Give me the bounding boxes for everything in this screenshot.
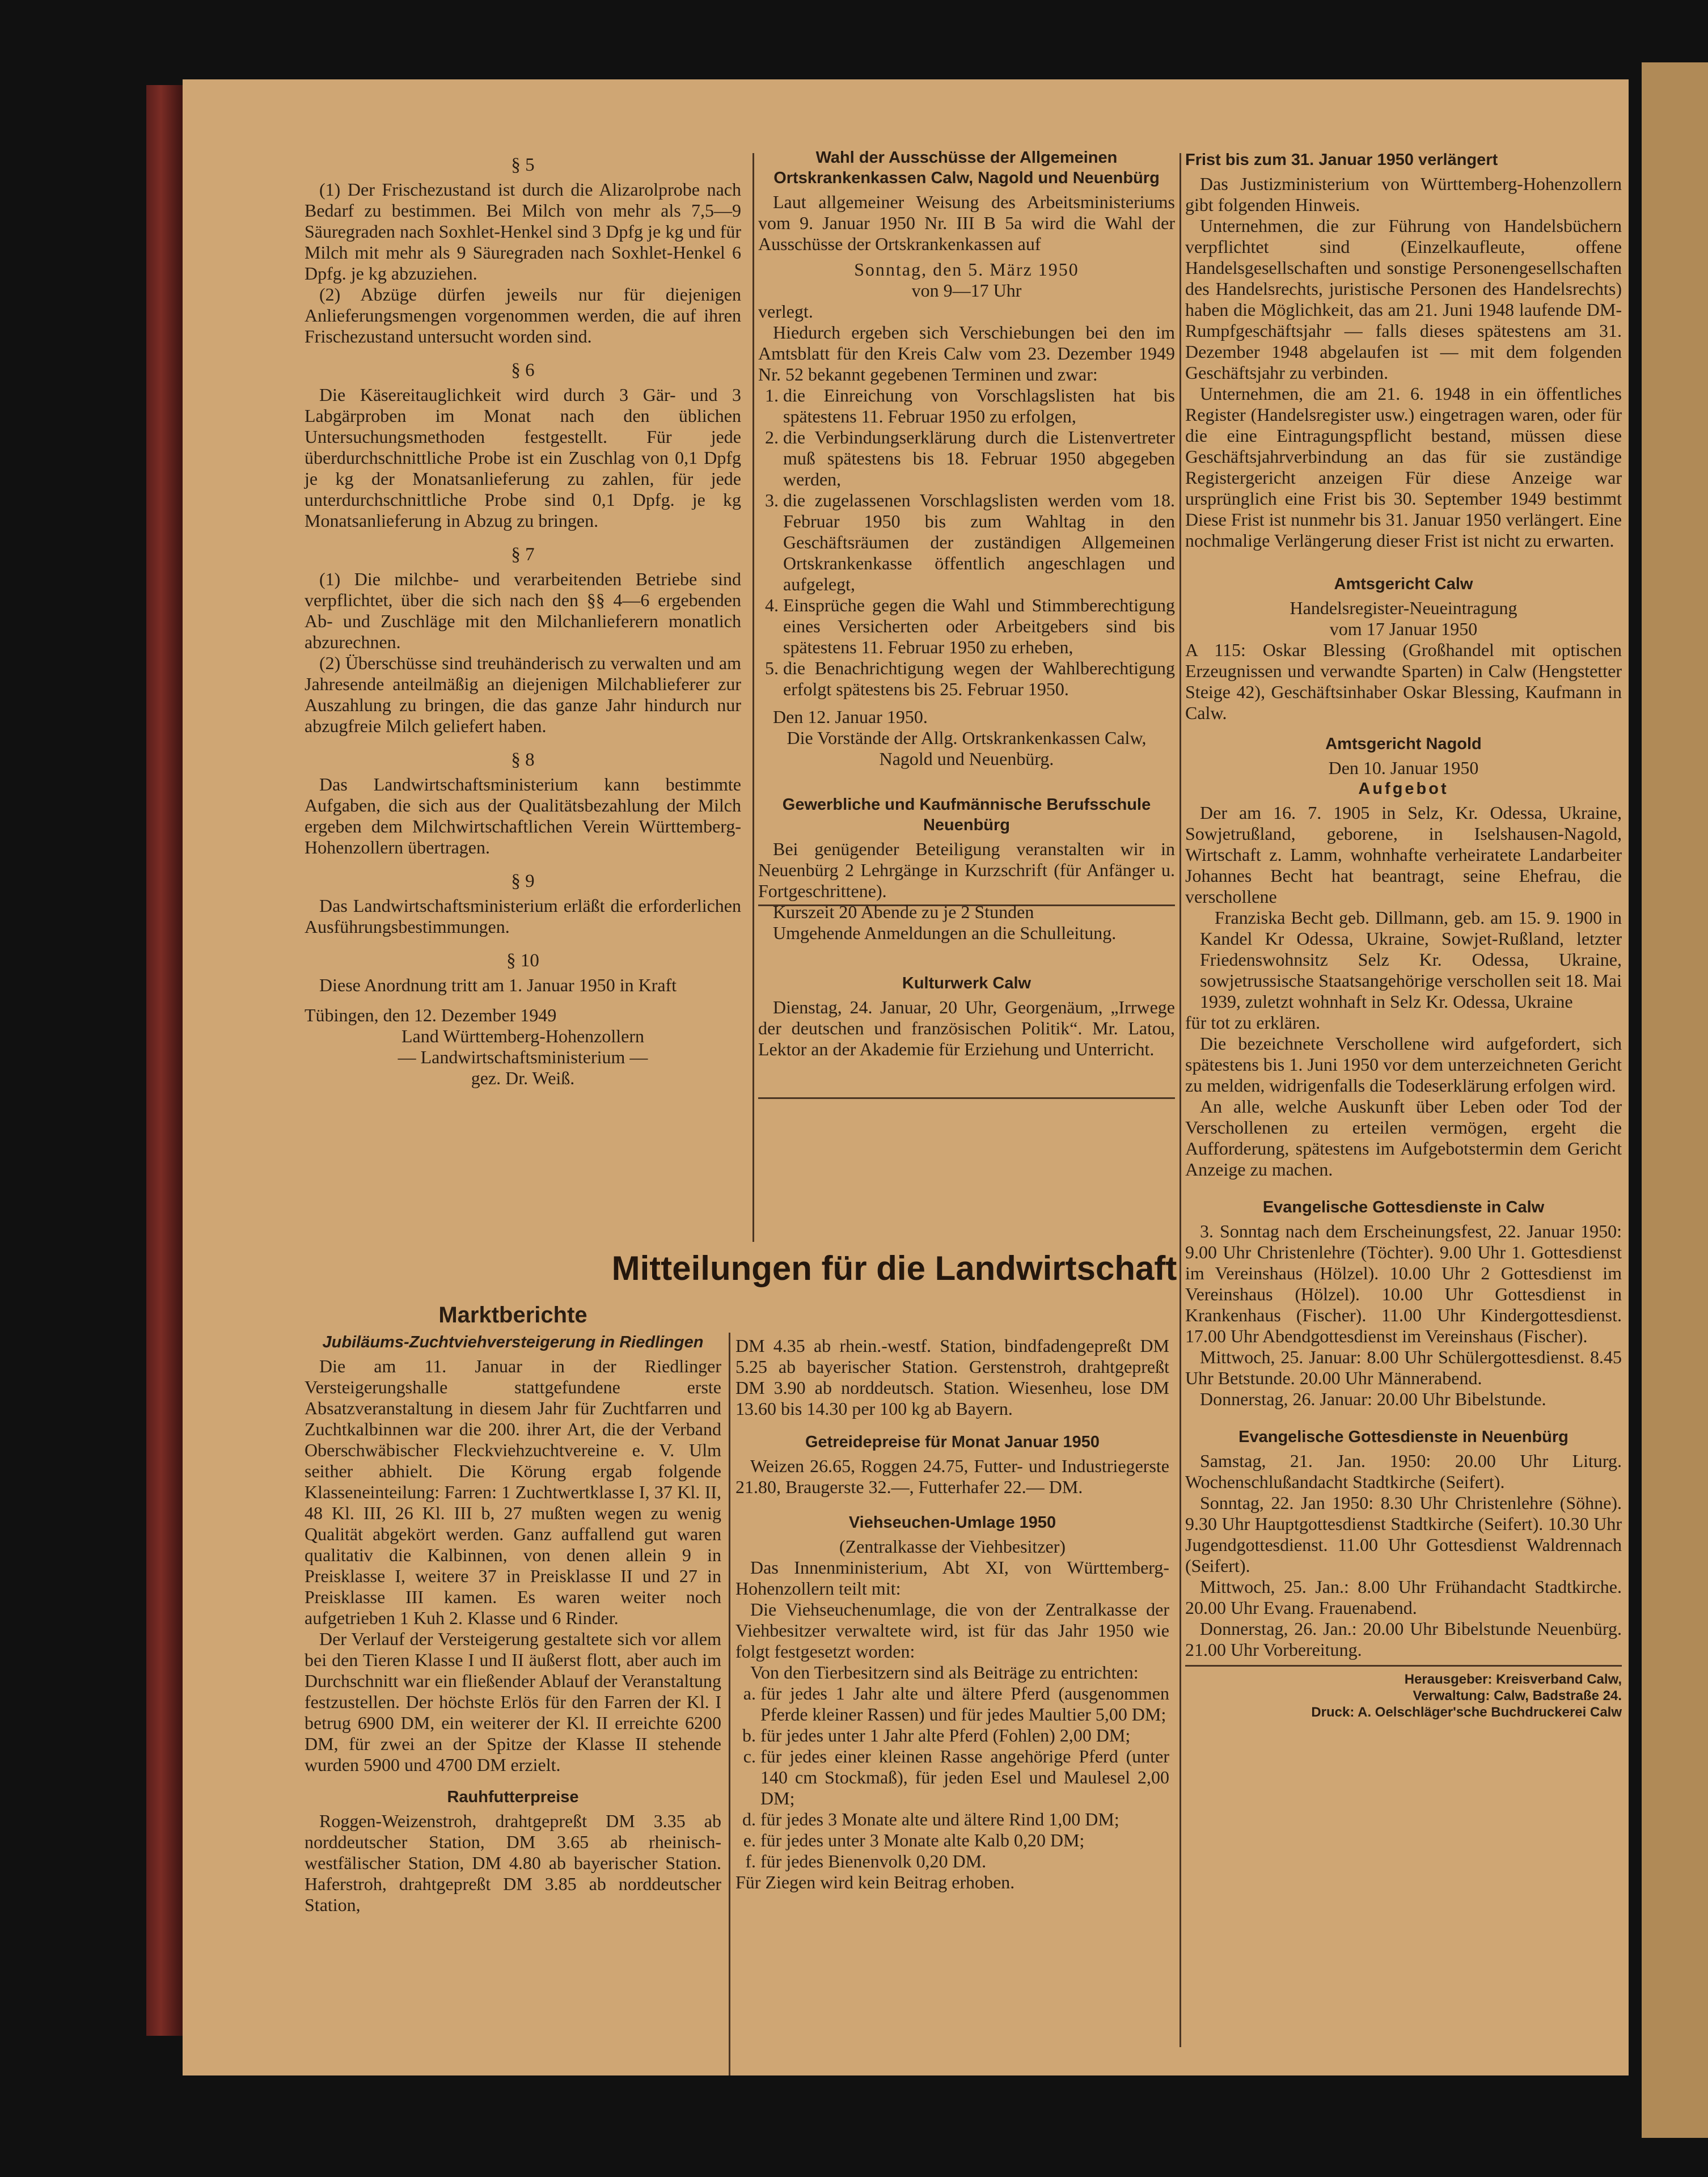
list-item: d. für jedes 3 Monate alte und ältere Rind 1,00 DM; [760,1809,1169,1830]
mitteilungen-heading: Mitteilungen für die Landwirtschaft [611,1249,1177,1287]
register-entry: A 115: Oskar Blessing (Großhandel mit optischen Erzeugnissen und verwandte Sparten) in Calw (Hengstetter Steige 42), Geschäftsinhaber Oskar Blessing, Kaufmann in Calw. [1185,640,1622,723]
paragraph: Bei genügender Beteiligung veranstalten wir in Neuenbürg 2 Lehrgänge in Kurzschrift (für Anfänger u. Fortgeschrittene). [758,839,1175,901]
list-item: 3. die zugelassenen Vorschlagslisten werden vom 18. Februar 1950 bis zum Wahltag in den Geschäftsräumen der zuständigen Allgemeinen Ortskrankenkasse öffentlich angeschlagen und aufgelegt, [783,490,1175,595]
signature-line: gez. Dr. Weiß. [471,1068,575,1088]
section-rule [758,1097,1175,1099]
paragraph: Das Landwirtschaftsministerium erläßt die erforderlichen Ausführungsbestimmungen. [305,895,741,937]
paragraph: Der Verlauf der Versteigerung gestaltete sich vor allem bei den Tieren Klasse I und II äußerst flott, aber auch im Durchschnitt war ein fließender Ablauf der Veranstaltung festzustellen. Der höchste Erlös für den Farren der Kl. I betrug 6900 DM, ein weiterer der Kl. II erreichte 6200 DM, für zwei an der Spitze der Klasse II stehende wurden 5900 und 4700 DM erzielt. [305,1629,721,1775]
paragraph: Donnerstag, 26. Januar: 20.00 Uhr Bibelstunde. [1200,1389,1546,1409]
column-1 [305,142,741,1089]
wahl-date: Sonntag, den 5. März 1950 [854,259,1079,280]
paragraph: Die am 11. Januar in der Riedlinger Versteigerungshalle stattgefundene erste Absatzveranstaltung in diesem Jahr für Zuchtfarren und Zuchtkalbinnen war die 200. ihrer Art, die der Verband Oberschwäbischer Fleckviehzuchtvereine e. V. Ulm seither abhielt. Die Körung ergab folgende Klasseneinteilung: Farren: 1 Zuchtwertklasse I, 37 Kl. II, 48 Kl. III, 26 Kl. III b, 27 mußten wegen zu wenig Qualität abgekört werden. Ganz auffallend gut waren qualitativ die Kalbinnen, von denen allein 9 in Preisklasse I, weitere 37 in Preisklasse II und 27 in Preisklasse III kamen. Es waren weiter noch aufgetrieben 1 Kuh 2. Klasse und 6 Rinder. [305,1356,721,1628]
list-item: 1. die Einreichung von Vorschlagslisten hat bis spätestens 11. Februar 1950 zu erfolgen, [783,385,1175,427]
aufgebot-heading: Aufgebot [1358,780,1449,798]
paragraph: Das Landwirtschaftsministerium kann bestimmte Aufgaben, die sich aus der Qualitätsbezahlung der Milch ergeben dem Milchwirtschaftlichen Verein Württemberg-Hohenzollern übertragen. [305,774,741,857]
section-6-title: § 6 [511,360,535,381]
next-page-edge [1642,62,1708,2138]
section-10-title: § 10 [506,950,539,971]
signature-line: Land Württemberg-Hohenzollern [401,1026,644,1046]
ag-calw-subheading: Handelsregister-Neueintragung [1290,598,1517,618]
paragraph: Weizen 26.65, Roggen 24.75, Futter- und Industriegerste 21.80, Braugerste 32.—, Futterhafer 22.— DM. [735,1456,1169,1497]
book-binding [146,85,183,2036]
ev-calw-heading: Evangelische Gottesdienste in Calw [1262,1198,1545,1216]
paragraph: Laut allgemeiner Weisung des Arbeitsministeriums vom 9. Januar 1950 Nr. III B 5a wird die Wahl der Ausschüsse der Ortskrankenkassen auf [758,192,1175,254]
getreide-heading: Getreidepreise für Monat Januar 1950 [805,1433,1100,1451]
paragraph: Sonntag, 22. Jan 1950: 8.30 Uhr Christenlehre (Söhne). 9.30 Uhr Hauptgottesdienst Stadtkirche (Seifert). 10.30 Uhr Jugendgottesdienst. 11.00 Uhr Gottesdienst Waldrennach (Seifert). [1185,1493,1622,1576]
paragraph: Die Käsereitauglichkeit wird durch 3 Gär- und 3 Labgärproben im Monat nach den üblichen Untersuchungsmethoden festgestellt. Für jede überdurchschnittliche Probe ist ein Zuschlag von 0,1 Dpfg je kg der Monatsanlieferung zu zahlen, für jede unterdurchschnittliche Probe sind 0,1 Dpfg. je kg Monatsanlieferung in Abzug zu bringen. [305,384,741,531]
list-item: 2. die Verbindungserklärung durch die Listenvertreter muß spätestens bis 18. Februar 1950 abgegeben werden, [783,427,1175,490]
list-item: f. für jedes Bienenvolk 0,20 DM. [760,1851,1169,1872]
imprint-line: Verwaltung: Calw, Badstraße 24. [1413,1688,1622,1703]
paragraph: Roggen-Weizenstroh, drahtgepreßt DM 3.35 ab norddeutscher Station, DM 3.65 ab rheinisch-westfälischer Station, DM 4.80 ab bayerischer Station. Haferstroh, drahtgepreßt DM 3.85 ab norddeutscher Station, [305,1811,721,1915]
schule-heading: Gewerbliche und Kaufmännische Berufsschule Neuenbürg [782,796,1151,834]
column-rule [729,1333,730,2075]
paragraph: Unternehmen, die am 21. 6. 1948 in ein öffentliches Register (Handelsregister usw.) eingetragen waren, oder für die eine Eintragungspflicht bestand, müssen diese Geschäftsjahrverbindung an das für sie zuständige Registergericht anzeigen Für diese Anzeige war ursprünglich eine Frist bis 30. September 1949 bestimmt Diese Frist ist nunmehr bis 31. Januar 1950 verlängert. Eine nochmalige Verlängerung dieser Frist ist nicht zu erwarten. [1185,383,1622,551]
paragraph: Dienstag, 24. Januar, 20 Uhr, Georgenäum, „Irrwege der deutschen und französischen Politik“. Mr. Latou, Lektor an der Akademie für Erziehung und Unterricht. [758,997,1175,1059]
ag-nagold-date: Den 10. Januar 1950 [1328,758,1479,778]
paragraph: (2) Abzüge dürfen jeweils nur für diejenigen Anlieferungsmengen vorgenommen werden, die auf ihren Frischezustand untersucht worden sind. [305,284,741,346]
paragraph: An alle, welche Auskunft über Leben oder Tod der Verschollenen zu erteilen vermögen, ergeht die Aufforderung, spätestens im Aufgebotstermin dem Gericht Anzeige zu machen. [1185,1096,1622,1180]
paragraph: verlegt. [758,301,813,322]
paragraph: Hiedurch ergeben sich Verschiebungen bei den im Amtsblatt für den Kreis Calw vom 23. Dezember 1949 Nr. 52 bekannt gegebenen Terminen und zwar: [758,322,1175,384]
section-rule [1185,1665,1622,1667]
paragraph: (2) Überschüsse sind treuhänderisch zu verwalten und am Jahresende anteilmäßig an diejenigen Milchablieferer zur Auszahlung zu bringen, die das ganze Jahr hindurch nur abzugfreie Milch geliefert haben. [305,653,741,736]
paragraph: Samstag, 21. Jan. 1950: 20.00 Uhr Liturg. Wochenschlußandacht Stadtkirche (Seifert). [1185,1451,1622,1492]
marktberichte-heading: Marktberichte [438,1303,587,1328]
paragraph: Mittwoch, 25. Jan.: 8.00 Uhr Frühandacht Stadtkirche. 20.00 Uhr Evang. Frauenabend. [1185,1576,1622,1618]
viehseuchen-subheading: (Zentralkasse der Viehbesitzer) [839,1536,1066,1557]
section-7-title: § 7 [511,544,535,565]
list-item: e. für jedes unter 3 Monate alte Kalb 0,20 DM; [760,1830,1169,1851]
beitraege-list [735,1683,1169,1872]
jubilaeum-heading: Jubiläums-Zuchtviehversteigerung in Riedlingen [322,1333,704,1351]
paragraph: Das Innenministerium, Abt XI, von Württemberg-Hohenzollern teilt mit: [735,1557,1169,1599]
ag-calw-date: vom 17 Januar 1950 [1329,619,1478,639]
paragraph: Mittwoch, 25. Januar: 8.00 Uhr Schülergottesdienst. 8.45 Uhr Betstunde. 20.00 Uhr Männerabend. [1185,1347,1622,1388]
signature-line: — Landwirtschaftsministerium — [398,1047,648,1067]
paragraph: Das Justizministerium von Württemberg-Hohenzollern gibt folgenden Hinweis. [1185,174,1622,215]
lower-column-left [305,1296,721,1916]
column-rule [1179,153,1181,2047]
list-item: 5. die Benachrichtigung wegen der Wahlberechtigung erfolgt spätestens bis 25. Februar 1950. [783,658,1175,700]
paragraph: Für Ziegen wird kein Beitrag erhoben. [735,1872,1015,1892]
ag-nagold-heading: Amtsgericht Nagold [1325,735,1482,753]
lower-column-middle [735,1335,1169,1893]
paragraph: Kurszeit 20 Abende zu je 2 Stunden [773,902,1034,922]
viehseuchen-heading: Viehseuchen-Umlage 1950 [848,1514,1056,1532]
ev-neuenbuerg-heading: Evangelische Gottesdienste in Neuenbürg [1238,1428,1569,1446]
imprint-line: Herausgeber: Kreisverband Calw, [1404,1672,1622,1687]
ag-calw-heading: Amtsgericht Calw [1334,575,1473,593]
section-5-title: § 5 [511,155,535,175]
frist-heading: Frist bis zum 31. Januar 1950 verlängert [1185,151,1498,169]
paragraph: Unternehmen, die zur Führung von Handelsbüchern verpflichtet sind (Einzelkaufleute, offene Handelsgesellschaften und sonstige Personengesellschaften des Handelsrechts, juristische Personen des Handelsrechts) haben die Möglichkeit, das am 21. Juni 1948 laufende DM-Rumpfgeschäftsjahr — falls dieses spätestens am 31. Dezember 1948 abgelaufen ist — mit dem folgenden Geschäftsjahr zu verbinden. [1185,215,1622,383]
paragraph: Die Viehseuchenumlage, die von der Zentralkasse der Viehbesitzer verwaltete wird, ist für das Jahr 1950 wie folgt festgesetzt worden: [735,1599,1169,1662]
signature-line: Die Vorstände der Allg. Ortskrankenkassen Calw, Nagold und Neuenbürg. [787,728,1147,769]
paragraph: (1) Die milchbe- und verarbeitenden Betriebe sind verpflichtet, über die sich nach den §§ 4—6 ergebenden Ab- und Zuschläge mit den Milchanlieferern monatlich abzurechnen. [305,569,741,652]
wahl-heading: Wahl der Ausschüsse der Allgemeinen Ortskrankenkassen Calw, Nagold und Neuenbürg [773,149,1160,187]
paragraph: 3. Sonntag nach dem Erscheinungsfest, 22. Januar 1950: 9.00 Uhr Christenlehre (Töchter). 9.00 Uhr 1. Gottesdienst im Vereinshaus (Hölzel). 10.00 Uhr 2 Gottesdienst im Vereinshaus (Hölzel). 10.00 Uhr Gottesdienst in Krankenhaus (Fischer). 11.00 Uhr Kindergottesdienst. 17.00 Uhr Abendgottesdienst im Vereinshaus (Fischer). [1185,1221,1622,1346]
list-item: b. für jedes unter 1 Jahr alte Pferd (Fohlen) 2,00 DM; [760,1725,1169,1746]
list-item: c. für jedes einer kleinen Rasse angehörige Pferd (unter 140 cm Stockmaß), für jeden Esel und Maulesel 2,00 DM; [760,1746,1169,1809]
paragraph: Diese Anordnung tritt am 1. Januar 1950 in Kraft [319,975,677,995]
newspaper-page [183,79,1629,2075]
paragraph: Donnerstag, 26. Jan.: 20.00 Uhr Bibelstunde Neuenbürg. 21.00 Uhr Vorbereitung. [1185,1618,1622,1660]
list-item: a. für jedes 1 Jahr alte und ältere Pferd (ausgenommen Pferde kleiner Rassen) und für jedes Maultier 5,00 DM; [760,1683,1169,1725]
paragraph: Die bezeichnete Verschollene wird aufgefordert, sich spätestens bis 1. Juni 1950 vor dem unterzeichneten Gericht zu melden, widrigenfalls die Todeserklärung erfolgen wird. [1185,1033,1622,1096]
sign-date: Tübingen, den 12. Dezember 1949 [305,1005,557,1025]
paragraph: Franziska Becht geb. Dillmann, geb. am 15. 9. 1900 in Kandel Kr Odessa, Ukraine, Sowjet-Rußland, letzter Friedenswohnsitz Selz Kr. Odessa, Ukraine, sowjetrussische Staatsangehörige verschollen seit 18. Mai 1939, zuletzt wohnhaft in Selz Kr. Odessa, Ukraine [1200,907,1622,1012]
column-3 [1185,142,1622,1721]
paragraph: Der am 16. 7. 1905 in Selz, Kr. Odessa, Ukraine, Sowjetrußland, geborene, in Iselshausen-Nagold, Wirtschaft z. Lamm, wohnhafte verheiratete Landarbeiter Johannes Becht hat beantragt, seine Ehefrau, die verschollene [1185,802,1622,907]
section-8-title: § 8 [511,750,535,770]
wahl-time: von 9—17 Uhr [911,280,1022,301]
paragraph: Umgehende Anmeldungen an die Schulleitung. [773,923,1117,943]
column-2 [758,142,1175,1060]
paragraph: DM 4.35 ab rhein.-westf. Station, bindfadengepreßt DM 5.25 ab bayerischer Station. Gerstenstroh, drahtgepreßt DM 3.90 ab norddeutsch. Station. Wiesenheu, lose DM 13.60 bis 14.30 per 100 kg ab Bayern. [735,1335,1169,1419]
wahl-list [758,385,1175,700]
paragraph: für tot zu erklären. [1185,1012,1321,1033]
paragraph: Den 12. Januar 1950. [773,707,928,727]
list-item: 4. Einsprüche gegen die Wahl und Stimmberechtigung eines Versicherten oder Arbeitgebers sind bis spätestens 11. Februar 1950 zu erheben, [783,595,1175,658]
rauhfutter-heading: Rauhfutterpreise [447,1788,579,1806]
paragraph: (1) Der Frischezustand ist durch die Alizarolprobe nach Bedarf zu bestimmen. Bei Milch von mehr als 7,5—9 Säuregraden nach Soxhlet-Henkel sind 3 Dpfg je kg und für Milch mit mehr als 9 Säuregraden nach Soxhlet-Henkel 6 Dpfg. je kg abzuziehen. [305,179,741,284]
paragraph: Von den Tierbesitzern sind als Beiträge zu entrichten: [750,1662,1139,1683]
kultur-heading: Kulturwerk Calw [902,974,1031,992]
column-rule [752,153,754,1242]
imprint-line: Druck: A. Oelschläger'sche Buchdruckerei Calw [1311,1705,1622,1720]
section-9-title: § 9 [511,871,535,891]
